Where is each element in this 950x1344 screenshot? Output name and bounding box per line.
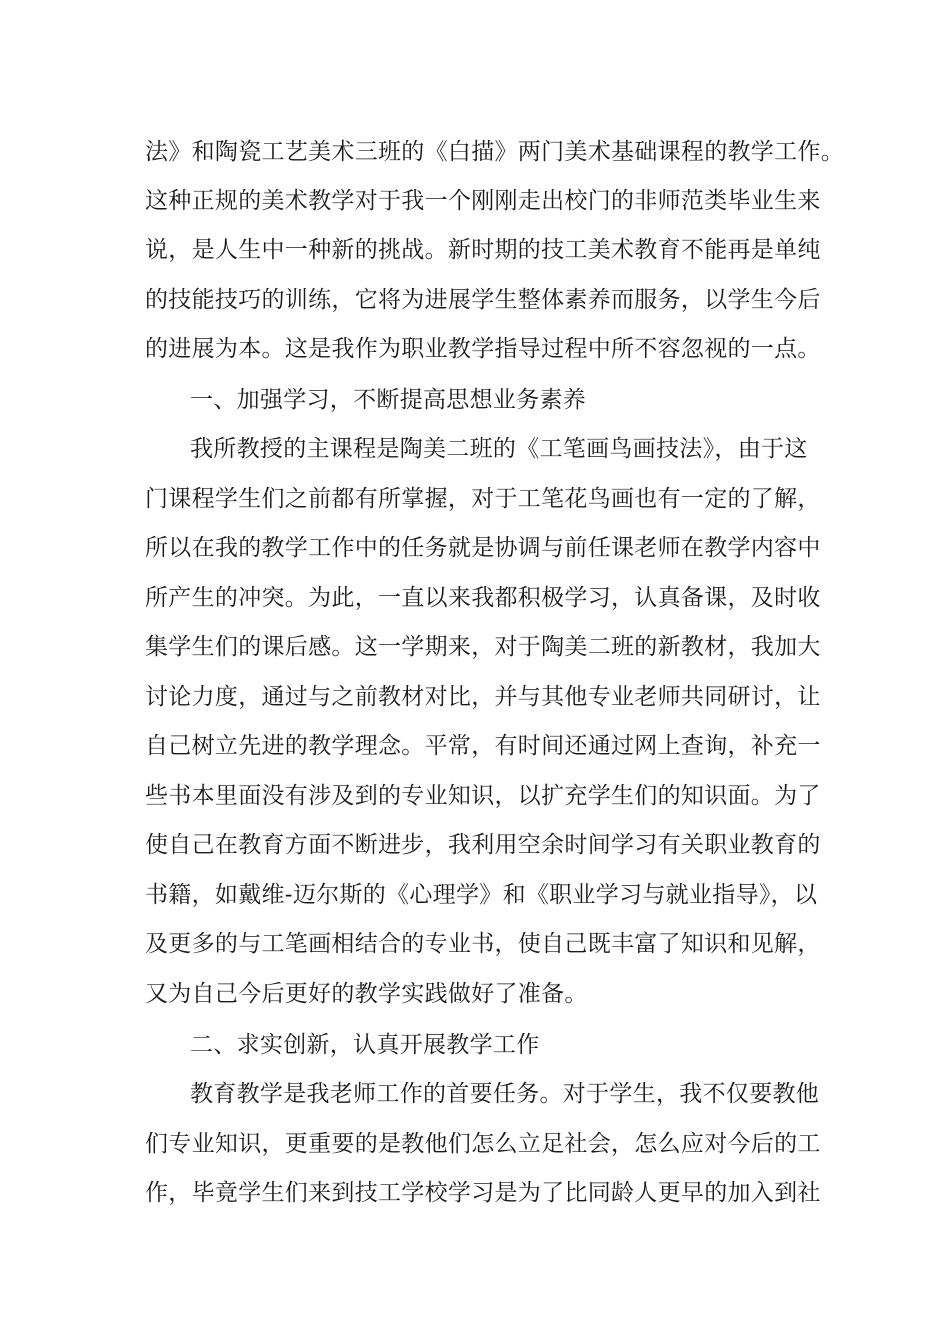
body-text-line: 这种正规的美术教学对于我一个刚刚走出校门的非师范类毕业生来	[145, 188, 821, 214]
section-heading-1: 一、加强学习，不断提高思想业务素养	[190, 387, 587, 413]
body-text-line: 说，是人生中一种新的挑战。新时期的技工美术教育不能再是单纯	[145, 237, 821, 263]
body-text-line: 使自己在教育方面不断进步，我利用空余时间学习有关职业教育的	[145, 832, 821, 858]
body-text-line: 自己树立先进的教学理念。平常，有时间还通过网上查询，补充一	[145, 733, 821, 759]
body-text-line: 的进展为本。这是我作为职业教学指导过程中所不容忽视的一点。	[145, 336, 821, 362]
body-text-line: 法》和陶瓷工艺美术三班的《白描》两门美术基础课程的教学工作。	[145, 139, 844, 165]
body-text-line: 集学生们的课后感。这一学期来，对于陶美二班的新教材，我加大	[145, 634, 821, 660]
body-text-line: 们专业知识，更重要的是教他们怎么立足社会，怎么应对今后的工	[145, 1131, 821, 1157]
body-text-line: 门课程学生们之前都有所掌握，对于工笔花鸟画也有一定的了解，	[145, 486, 821, 512]
body-text-line: 书籍，如戴维-迈尔斯的《心理学》和《职业学习与就业指导》，以	[145, 882, 818, 908]
paragraph-first-line: 我所教授的主课程是陶美二班的《工笔画鸟画技法》，由于这	[190, 436, 808, 462]
section-heading-2: 二、求实创新，认真开展教学工作	[190, 1032, 540, 1058]
body-text-line: 又为自己今后更好的教学实践做好了准备。	[145, 981, 588, 1007]
body-text-line: 所以在我的教学工作中的任务就是协调与前任课老师在教学内容中	[145, 535, 821, 561]
body-text-line: 些书本里面没有涉及到的专业知识，以扩充学生们的知识面。为了	[145, 783, 821, 809]
body-text-line: 及更多的与工笔画相结合的专业书，使自己既丰富了知识和见解，	[145, 931, 821, 957]
body-text-line: 所产生的冲突。为此，一直以来我都积极学习，认真备课，及时收	[145, 585, 821, 611]
body-text-line: 的技能技巧的训练，它将为进展学生整体素养而服务，以学生今后	[145, 287, 821, 313]
paragraph-first-line: 教育教学是我老师工作的首要任务。对于学生，我不仅要教他	[190, 1081, 820, 1107]
body-text-line: 讨论力度，通过与之前教材对比，并与其他专业老师共同研讨，让	[145, 684, 821, 710]
body-text-line: 作，毕竟学生们来到技工学校学习是为了比同龄人更早的加入到社	[145, 1180, 821, 1206]
